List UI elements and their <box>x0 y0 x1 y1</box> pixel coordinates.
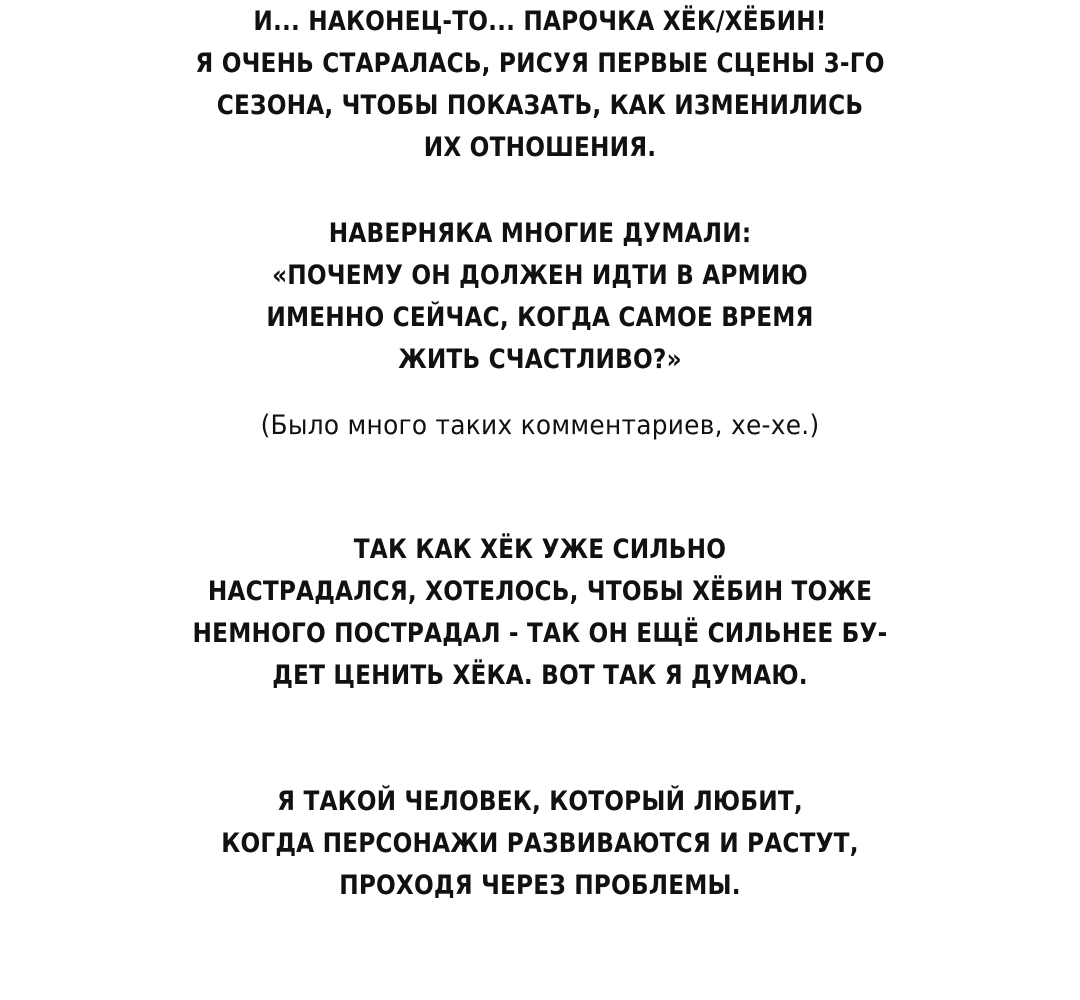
text-line: ИМЕННО СЕЙЧАС, КОГДА САМОЕ ВРЕМЯ <box>266 302 814 333</box>
text-line: ИХ ОТНОШЕНИЯ. <box>423 132 657 163</box>
text-line: НЕМНОГО ПОСТРАДАЛ - ТАК ОН ЕЩЁ СИЛЬНЕЕ БУ- <box>192 618 888 649</box>
text-line: НАВЕРНЯКА МНОГИЕ ДУМАЛИ: <box>328 218 752 249</box>
text-line: ЖИТЬ СЧАСТЛИВО?» <box>398 344 682 375</box>
text-line: ДЕТ ЦЕНИТЬ ХЁКА. ВОТ ТАК Я ДУМАЮ. <box>272 660 808 691</box>
text-line: И... НАКОНЕЦ-ТО... ПАРОЧКА ХЁК/ХЁБИН! <box>253 6 827 37</box>
text-line: Я ОЧЕНЬ СТАРАЛАСЬ, РИСУЯ ПЕРВЫЕ СЦЕНЫ 3-ГО <box>195 48 885 79</box>
text-line: КОГДА ПЕРСОНАЖИ РАЗВИВАЮТСЯ И РАСТУТ, <box>221 828 859 859</box>
text-line: (Было много таких комментариев, хе-хе.) <box>260 410 820 441</box>
text-line: СЕЗОНА, ЧТОБЫ ПОКАЗАТЬ, КАК ИЗМЕНИЛИСЬ <box>216 90 864 121</box>
paragraph-army-question <box>0 213 1080 381</box>
text-line: ТАК КАК ХЁК УЖЕ СИЛЬНО <box>353 534 727 565</box>
paragraph-comments-note <box>0 408 1080 444</box>
text-line: «ПОЧЕМУ ОН ДОЛЖЕН ИДТИ В АРМИЮ <box>272 260 808 291</box>
paragraph-suffering-reason <box>0 529 1080 697</box>
text-line: Я ТАКОЙ ЧЕЛОВЕК, КОТОРЫЙ ЛЮБИТ, <box>277 786 803 817</box>
paragraph-character-growth <box>0 781 1080 907</box>
paragraph-couple-intro <box>0 1 1080 169</box>
text-line: ПРОХОДЯ ЧЕРЕЗ ПРОБЛЕМЫ. <box>339 870 741 901</box>
text-line: НАСТРАДАЛСЯ, ХОТЕЛОСЬ, ЧТОБЫ ХЁБИН ТОЖЕ <box>207 576 873 607</box>
